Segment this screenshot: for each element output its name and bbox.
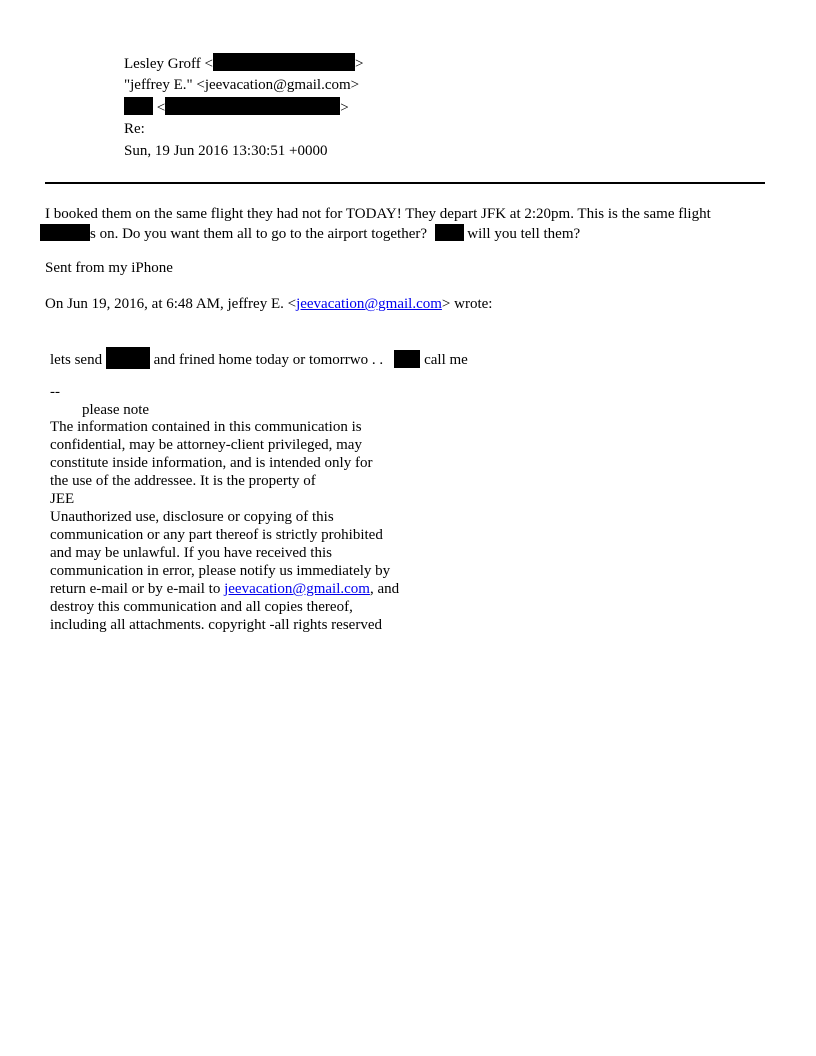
cc-open: < — [153, 100, 166, 116]
disclaimer-line: and may be unlawful. If you have received this — [50, 545, 332, 561]
redaction-box — [213, 53, 355, 71]
redaction-box — [106, 347, 150, 369]
disclaimer-line — [50, 580, 399, 598]
lets-send-text: lets send — [50, 352, 103, 368]
redaction-box — [40, 224, 90, 241]
cc-value — [124, 97, 349, 118]
quote-email-link[interactable]: jeevacation@gmail.com — [296, 296, 442, 312]
disclaimer-line: destroy this communication and all copies thereof, — [50, 599, 353, 615]
disclaimer-line: the use of the addressee. It is the property of — [50, 473, 316, 489]
to-value: "jeffrey E." <jeevacation@gmail.com> — [124, 77, 360, 93]
date-value: Sun, 19 Jun 2016 13:30:51 +0000 — [124, 143, 328, 159]
subject-value: Re: — [124, 121, 145, 137]
and-frined-text: and frined home today or tomorrwo . . — [153, 352, 384, 368]
header-divider — [45, 182, 765, 184]
please-note: please note — [82, 402, 150, 418]
disclaimer-line: including all attachments. copyright -all rights reserved — [50, 617, 382, 633]
redaction-box — [124, 97, 153, 115]
disclaimer-email-link[interactable]: jeevacation@gmail.com — [224, 581, 370, 597]
disclaimer-line: The information contained in this communication is — [50, 419, 362, 435]
redaction-box — [165, 97, 340, 115]
body-line-2 — [40, 224, 580, 243]
cc-close: > — [340, 100, 349, 116]
body-line-1: I booked them on the same flight they had not for TODAY! They depart JFK at 2:20pm. This is the same flight — [45, 206, 711, 222]
redaction-box — [394, 350, 420, 368]
signature: Sent from my iPhone — [45, 260, 173, 276]
body-line-2a: s on. Do you want them all to go to the airport together? — [90, 226, 428, 242]
return-text: return e-mail or by e-mail to — [50, 581, 225, 597]
call-me-text: call me — [424, 352, 468, 368]
from-name: Lesley Groff < — [124, 56, 213, 72]
sig-dashes: -- — [50, 384, 60, 400]
quoted-line-1 — [50, 347, 468, 369]
disclaimer-line: confidential, may be attorney-client privileged, may — [50, 437, 362, 453]
quote-intro-wrote: > wrote: — [441, 296, 493, 312]
quote-intro-text: On Jun 19, 2016, at 6:48 AM, jeffrey E. < — [45, 296, 297, 312]
disclaimer-line: communication in error, please notify us immediately by — [50, 563, 391, 579]
from-close: > — [355, 56, 364, 72]
quote-intro — [45, 295, 492, 313]
from-value — [124, 53, 363, 74]
disclaimer-line: constitute inside information, and is intended only for — [50, 455, 373, 471]
body-line-2b: will you tell them? — [467, 226, 581, 242]
redaction-box — [435, 224, 464, 241]
return-tail: , and — [369, 581, 400, 597]
disclaimer-line: communication or any part thereof is strictly prohibited — [50, 527, 383, 543]
disclaimer-line: JEE — [50, 491, 75, 507]
disclaimer-block — [50, 418, 399, 634]
disclaimer-line: Unauthorized use, disclosure or copying of this — [50, 509, 334, 525]
